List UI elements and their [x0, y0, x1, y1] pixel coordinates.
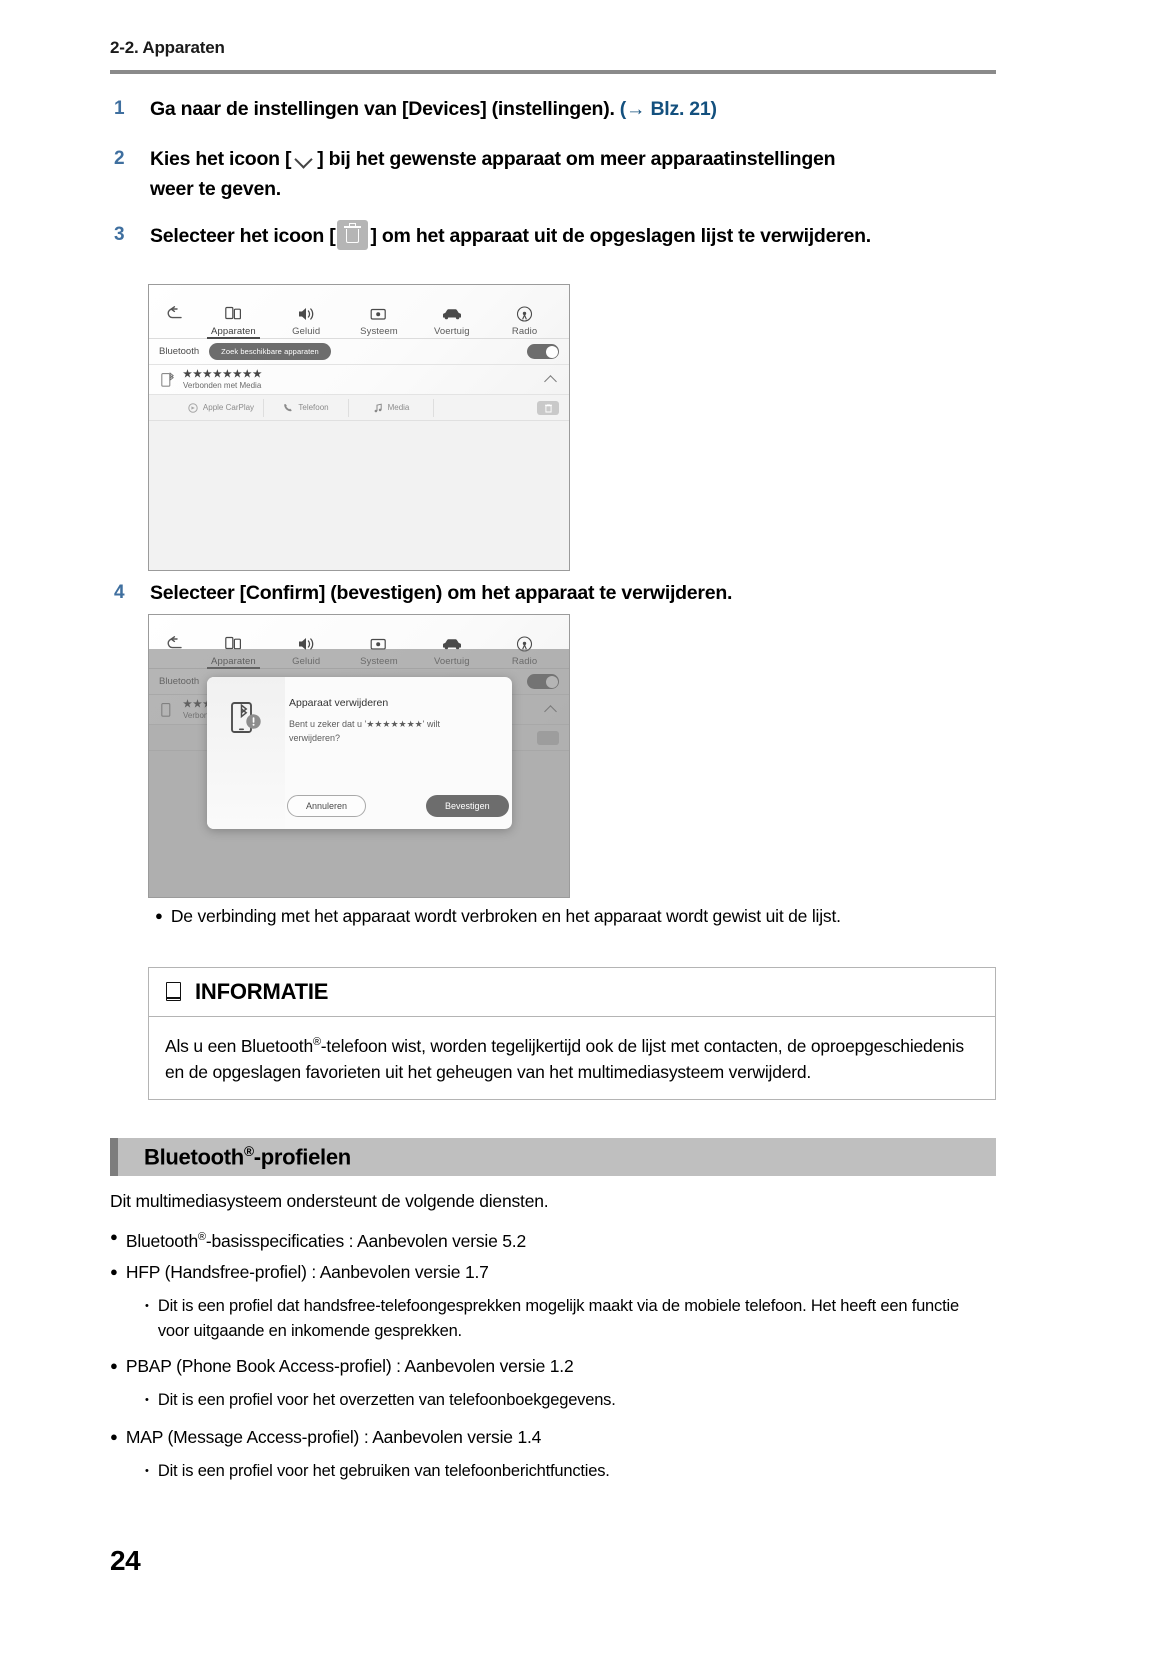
step-1-text — [150, 94, 717, 124]
search-devices-button[interactable]: Zoek beschikbare apparaten — [209, 343, 331, 360]
profile-1-part1: Bluetooth — [125, 1230, 199, 1251]
header-rule — [110, 70, 996, 74]
profile-pbap-description-text: Dit is een profiel voor het overzetten van telefoonboekgegevens. — [157, 1391, 616, 1409]
step-4-text: Selecteer [Confirm] (bevestigen) om het apparaat te verwijderen. — [150, 582, 733, 604]
tab-systeem-label: Systeem — [360, 326, 398, 337]
tab-geluid[interactable] — [270, 288, 343, 338]
page-number: 24 — [110, 1545, 141, 1576]
section-title-part2: -profielen — [253, 1144, 351, 1170]
step-2-text-after: ] bij het gewenste apparaat om meer apparaatinstellingen weer te geven. — [150, 148, 836, 200]
profile-map-description — [145, 1459, 960, 1484]
profile-hfp-description — [145, 1294, 960, 1344]
section-title-part1: Bluetooth — [144, 1144, 244, 1170]
tab-apparaten[interactable] — [197, 288, 270, 338]
trash-icon — [544, 403, 553, 413]
devices-icon — [225, 304, 242, 324]
device-status: Verbonden met Media — [183, 380, 262, 390]
dialog-icon-area — [207, 677, 285, 829]
profile-map-text: MAP (Message Access-profiel) : Aanbevolen versie 1.4 — [125, 1427, 542, 1447]
device-action-row — [149, 395, 569, 421]
delete-device-button[interactable] — [537, 401, 559, 415]
registered-mark: ® — [198, 1231, 206, 1243]
car-icon — [441, 304, 463, 324]
tab-geluid-label: Geluid — [292, 326, 321, 337]
sub-bullet-dot-icon: • — [145, 1394, 149, 1406]
trash-icon — [337, 220, 368, 250]
section-heading-bluetooth-profielen — [110, 1138, 996, 1176]
device-name: ★★★★★★★★ — [183, 368, 263, 380]
screenshot-1-empty-area — [149, 421, 569, 570]
phone-bluetooth-icon — [159, 372, 175, 388]
profile-1-part2: -basisspecificaties : Aanbevolen versie 5.2 — [205, 1230, 527, 1251]
step-3-text — [150, 220, 871, 251]
bullet-dot-icon: ● — [110, 1229, 118, 1244]
cancel-button[interactable]: Annuleren — [287, 795, 366, 817]
profile-item-pbap — [110, 1353, 996, 1379]
bullet-dot-icon: ● — [155, 908, 163, 923]
music-note-icon — [373, 403, 383, 413]
sub-bullet-dot-icon: • — [145, 1465, 149, 1477]
device-info — [183, 369, 541, 391]
profile-item-hfp — [110, 1259, 996, 1285]
running-header — [110, 38, 995, 58]
step-3 — [110, 220, 930, 251]
confirm-button[interactable]: Bevestigen — [426, 795, 509, 817]
screenshot-2-surface — [149, 615, 569, 897]
action-apple-carplay[interactable] — [179, 399, 264, 417]
information-text-part1: Als u een Bluetooth — [165, 1035, 313, 1056]
step-1 — [110, 94, 996, 124]
sub-bullet-dot-icon: • — [145, 1300, 149, 1312]
action-media[interactable] — [349, 399, 434, 417]
tab-voertuig[interactable] — [415, 288, 488, 338]
bullet-dot-icon: ● — [110, 1358, 118, 1373]
profile-item-map — [110, 1424, 996, 1450]
profile-bluetooth-basis-text — [126, 1224, 526, 1254]
profile-pbap-text: PBAP (Phone Book Access-profiel) : Aanbevolen versie 1.2 — [125, 1356, 574, 1376]
screenshot-device-list — [148, 284, 570, 571]
tab-radio[interactable] — [488, 288, 561, 338]
information-box-header — [149, 968, 995, 1017]
step-3-text-after: ] om het apparaat uit de opgeslagen lijst te verwijderen. — [370, 225, 871, 247]
phone-icon — [283, 403, 293, 413]
action-telefoon-label: Telefoon — [298, 403, 329, 412]
step-2-text-before: Kies het icoon [ — [150, 148, 292, 170]
chevron-down-icon — [293, 153, 315, 167]
back-arrow-icon[interactable] — [157, 292, 197, 338]
bullet-dot-icon: ● — [110, 1264, 118, 1279]
book-icon — [165, 982, 183, 1003]
bullet-dot-icon: ● — [110, 1429, 118, 1444]
result-bullet-text: De verbinding met het apparaat wordt verbroken en het apparaat wordt gewist uit de lijst. — [170, 906, 841, 926]
tab-apparaten-label: Apparaten — [211, 326, 256, 337]
carplay-icon — [188, 403, 198, 413]
phone-bluetooth-alert-icon — [226, 699, 266, 744]
dialog-content — [285, 677, 512, 829]
result-bullet — [155, 903, 990, 929]
profile-hfp-description-text: Dit is een profiel dat handsfree-telefoongesprekken mogelijk maakt via de mobiele telefoon. Het heeft een functie voor uitgaande en inkomende gesprekken. — [157, 1297, 959, 1340]
step-4 — [110, 578, 996, 608]
registered-mark: ® — [243, 1143, 254, 1159]
dialog-buttons — [287, 795, 502, 817]
profile-item-bluetooth-basis — [110, 1224, 996, 1254]
information-box — [148, 967, 996, 1100]
tab-radio-label: Radio — [511, 326, 538, 337]
section-heading-edge — [110, 1138, 118, 1176]
section-heading-title — [118, 1144, 351, 1170]
settings-tab-bar — [149, 285, 569, 339]
registered-mark: ® — [312, 1036, 321, 1048]
bluetooth-header-row — [149, 339, 569, 365]
dialog-title: Apparaat verwijderen — [289, 697, 389, 709]
profile-pbap-description — [145, 1388, 960, 1413]
delete-device-dialog — [207, 677, 512, 829]
radio-antenna-icon — [516, 304, 533, 324]
action-media-label: Media — [387, 403, 410, 412]
information-text-part2: -telefoon wist, worden tegelijkertijd ook de lijst met contacten, de oproepgeschiedenis en de opgeslagen favorieten uit het geheugen van het multimediasysteem verwijderd. — [165, 1035, 964, 1082]
tab-systeem[interactable] — [343, 288, 416, 338]
action-telefoon[interactable] — [264, 399, 349, 417]
step-2-number: 2 — [114, 148, 125, 169]
step-3-number: 3 — [114, 224, 125, 245]
bluetooth-toggle[interactable] — [527, 344, 559, 359]
step-4-number: 4 — [114, 582, 125, 603]
information-box-title: INFORMATIE — [195, 979, 329, 1004]
device-list-item[interactable] — [149, 365, 569, 395]
dialog-message: Bent u zeker dat u '★★★★★★★' wilt verwijderen? — [289, 719, 440, 743]
screenshot-confirm-dialog — [148, 614, 570, 898]
step-2-text — [150, 144, 870, 204]
profile-map-description-text: Dit is een profiel voor het gebruiken van telefoonberichtfuncties. — [157, 1462, 610, 1480]
tab-voertuig-label: Voertuig — [433, 326, 470, 337]
step-3-text-before: Selecteer het icoon [ — [150, 225, 336, 247]
screenshot-1-surface — [149, 285, 569, 570]
step-1-number: 1 — [114, 98, 125, 119]
profile-hfp-text: HFP (Handsfree-profiel) : Aanbevolen versie 1.7 — [125, 1262, 489, 1282]
step-1-page-reference[interactable]: (→ Blz. 21) — [619, 98, 717, 120]
bluetooth-label: Bluetooth — [159, 346, 200, 357]
section-intro-text: Dit multimediasysteem ondersteunt de volgende diensten. — [110, 1191, 549, 1211]
action-apple-carplay-label: Apple CarPlay — [202, 403, 255, 412]
system-icon — [370, 304, 387, 324]
speaker-icon — [297, 304, 316, 324]
step-1-main: Ga naar de instellingen van [Devices] (instellingen). — [150, 98, 620, 120]
chevron-up-icon[interactable] — [541, 374, 559, 386]
step-2 — [110, 144, 870, 204]
information-box-body — [149, 1017, 995, 1099]
running-head-text: 2-2. Apparaten — [110, 38, 225, 57]
